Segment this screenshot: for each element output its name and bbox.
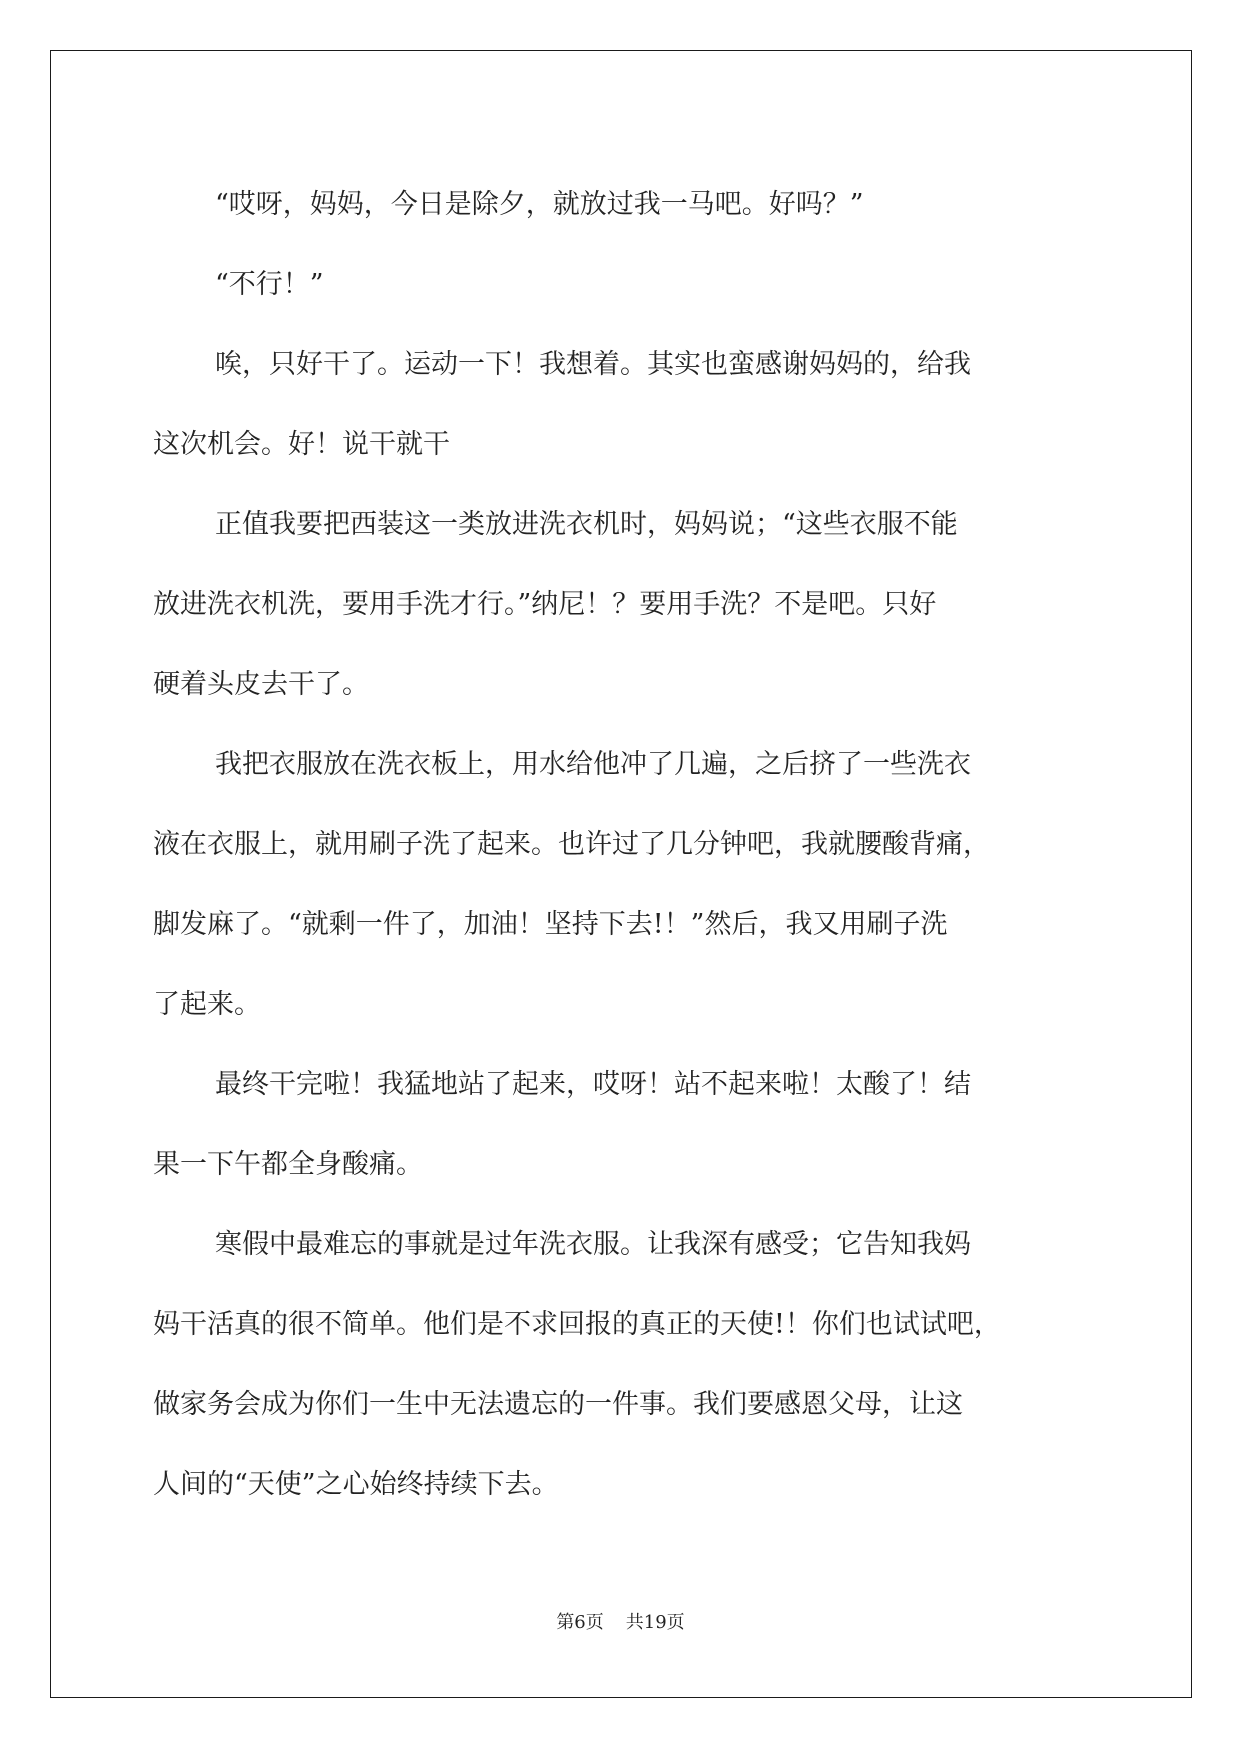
text-line: 了起来。 bbox=[153, 989, 261, 1020]
text-line: 脚发麻了。“就剩一件了，加油！坚持下去!！”然后，我又用刷子洗 bbox=[153, 909, 948, 940]
text-line: 寒假中最难忘的事就是过年洗衣服。让我深有感受；它告知我妈 bbox=[215, 1229, 971, 1260]
paragraph bbox=[153, 245, 1093, 325]
text-line: 做家务会成为你们一生中无法遗忘的一件事。我们要感恩父母，让这 bbox=[153, 1389, 963, 1420]
text-line: 正值我要把西装这一类放进洗衣机时，妈妈说；“这些衣服不能 bbox=[215, 509, 958, 540]
paragraph bbox=[153, 725, 1093, 1045]
text-line: “哎呀，妈妈，今日是除夕，就放过我一马吧。好吗？” bbox=[215, 189, 864, 220]
page-number: 第6页 bbox=[556, 1612, 604, 1633]
text-line: 最终干完啦！我猛地站了起来，哎呀！站不起来啦！太酸了！结 bbox=[215, 1069, 971, 1100]
text-line: 放进洗衣机洗，要用手洗才行。”纳尼！？要用手洗？不是吧。只好 bbox=[153, 589, 937, 620]
text-line: 液在衣服上，就用刷子洗了起来。也许过了几分钟吧，我就腰酸背痛， bbox=[153, 829, 990, 860]
paragraph bbox=[153, 485, 1093, 725]
paragraph bbox=[153, 1205, 1093, 1525]
text-line: 这次机会。好！说干就干 bbox=[153, 429, 450, 460]
text-line: 妈干活真的很不简单。他们是不求回报的真正的天使!！你们也试试吧， bbox=[153, 1309, 1001, 1340]
text-line: 我把衣服放在洗衣板上，用水给他冲了几遍，之后挤了一些洗衣 bbox=[215, 749, 971, 780]
text-line: 硬着头皮去干了。 bbox=[153, 669, 369, 700]
text-line: 果一下午都全身酸痛。 bbox=[153, 1149, 423, 1180]
paragraph bbox=[153, 1045, 1093, 1205]
text-line: “不行！” bbox=[215, 269, 324, 300]
page-footer bbox=[0, 1608, 1241, 1634]
document-body bbox=[153, 165, 1093, 1525]
paragraph bbox=[153, 165, 1093, 245]
page-total: 共19页 bbox=[625, 1612, 685, 1633]
text-line: 人间的“天使”之心始终持续下去。 bbox=[153, 1469, 559, 1500]
paragraph bbox=[153, 325, 1093, 485]
text-line: 唉，只好干了。运动一下！我想着。其实也蛮感谢妈妈的，给我 bbox=[215, 349, 971, 380]
